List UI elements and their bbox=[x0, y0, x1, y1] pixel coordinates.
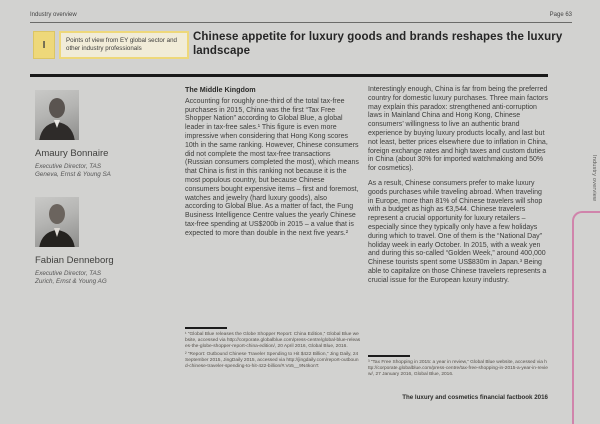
section-callout-text: Points of view from EY global sector and other industry professionals bbox=[59, 31, 189, 59]
contributor-card bbox=[35, 90, 180, 179]
section-callout bbox=[33, 31, 189, 59]
person-silhouette-icon bbox=[35, 199, 79, 247]
footnote-rule bbox=[185, 327, 227, 329]
section-marker-badge: I bbox=[33, 31, 55, 59]
contributor-name: Fabian Denneborg bbox=[35, 255, 114, 266]
article-paragraph: Accounting for roughly one-third of the total tax-free purchases in 2015, China was the first “Tax Free Shopper Nation” according to Global Blue, a global leader in tax-free sales.¹ This figure is even more impressive when considering that Hong Kong scores 10th in the same ranking. However, Chinese consumers did not complete the most tax-free transactions (Russian consumers completed the most), which means that China is first in this ranking not because it is the most populous country, but because Chinese consumers bought expensive items – first and foremost, watches and jewelry (hard luxury goods), also according to Global Blue. As a matter of fact, the Fung Business Intelligence Centre values the yearly Chinese tax-free spending at US$200b in 2015 – a value that is expected to more than double in the next five years.² bbox=[185, 97, 359, 237]
header-section-label: Industry overview bbox=[30, 12, 77, 18]
contributors-sidebar bbox=[35, 90, 180, 304]
side-tab-label: Industry overview bbox=[591, 155, 597, 202]
article-column-1 bbox=[185, 86, 359, 245]
footnotes-right bbox=[368, 355, 548, 380]
person-silhouette-icon bbox=[35, 92, 79, 140]
contributor-role bbox=[35, 163, 180, 179]
portrait-photo bbox=[35, 197, 79, 247]
report-footer: The luxury and cosmetics financial factbook 2016 bbox=[402, 394, 548, 401]
next-section-tab-outline bbox=[572, 211, 600, 424]
footnote: ³ “Tax Free Shopping in 2015: a year in review,” Global Blue website, accessed via http://corporate.globalblue.com/press-centre/tax-free-shopping-in-2015-a-year-in-review/, 27 January 2016, Global Blue, 2016. bbox=[368, 360, 548, 377]
article-subheading: The Middle Kingdom bbox=[185, 85, 256, 94]
contributor-card bbox=[35, 197, 180, 286]
page-header bbox=[30, 12, 572, 23]
footnotes-left bbox=[185, 327, 361, 372]
footnote-rule bbox=[368, 355, 410, 357]
page-number: Page 63 bbox=[549, 12, 572, 18]
contributor-location-line: Geneva, Ernst & Young SA bbox=[35, 171, 111, 178]
contributor-name: Amaury Bonnaire bbox=[35, 148, 109, 159]
contributor-role bbox=[35, 270, 180, 286]
footnote: ¹ “Global Blue releases the Globe Shopper Report: China Edition,” Global Blue website, accessed via http://corporate.globalblue.com/press-centre/global-blue-releases-the-globe-shopper-report-china-edition/, 20 April 2016, Global Blue, 2016. bbox=[185, 332, 361, 349]
contributor-role-line: Executive Director, TAS bbox=[35, 163, 102, 170]
contributor-location-line: Zurich, Ernst & Young AG bbox=[35, 278, 107, 285]
contributor-role-line: Executive Director, TAS bbox=[35, 270, 102, 277]
portrait-photo bbox=[35, 90, 79, 140]
article-paragraph: As a result, Chinese consumers prefer to make luxury goods purchases while traveling abroad. When traveling in Europe, more than 81% of Chinese travelers will shop with a budget as high as €3,544. Chinese travelers represent a crucial opportunity for luxury retailers – especially since they typically only have a few holidays during which to travel. One of them is the “National Day” holiday week in early October. In 2015, with a weak yen and during this so-called “Golden Week,” around 400,000 Chinese tourists spent some US$830m in Japan.³ Being able to capitalize on those Chinese travelers represents a crucial issue for the European luxury industry. bbox=[368, 179, 547, 284]
article-column-2 bbox=[368, 86, 548, 292]
article-title: Chinese appetite for luxury goods and brands reshapes the luxury landscape bbox=[193, 31, 563, 57]
article-paragraph: Interestingly enough, China is far from being the preferred country for domestic luxury purchases. Three main factors may explain this paradox: strengthened anti-corruption laws in Mainland China and Hong Kong, Chinese consumers’ willingness to live an authentic brand experience by buying luxury products locally, and last but not least, better prices elsewhere due to inflation in China, foreign exchange rates and high taxes and custom duties in China (about 30% for imported watchmaking and 50% for cosmetics). bbox=[368, 86, 549, 173]
footnote: ² “Report: Outbound Chinese Traveler Spending to Hit $422 Billion,” Jing Daily, 24 September 2015, JingDaily 2015, accessed via http://jingdaily.com/report-outbound-chinese-traveler-spending-to-hit-422-billion/#.Vo5__9N4konT. bbox=[185, 352, 359, 369]
title-rule bbox=[30, 74, 548, 77]
